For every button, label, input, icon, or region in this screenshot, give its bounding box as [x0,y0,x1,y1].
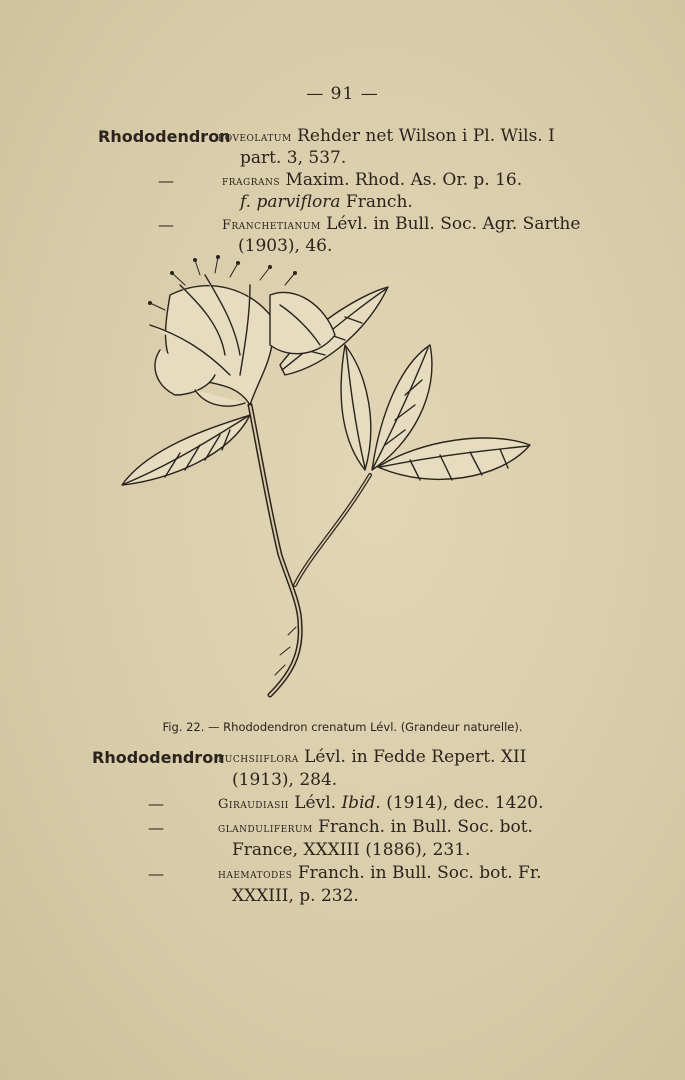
epithet: Franchetianum [222,218,321,233]
citation: Rehder net Wilson i Pl. Wils. I [297,126,555,146]
author: Lévl. [294,793,337,813]
citation-continuation: XXXIII, p. 232. [232,886,359,906]
genus-name: Rhododendron [92,748,225,767]
ditto-dash: — [148,794,164,813]
flower-cluster [150,275,335,406]
ibid: Ibid. [341,793,381,813]
epithet: haematodes [218,867,293,882]
forma-name: f. parviflora [240,192,341,212]
citation: (1914), dec. 1420. [386,793,544,813]
ditto-dash: — [148,864,164,883]
entry-fuchsiiflora [218,747,526,769]
epithet: Giraudiasii [218,797,289,812]
ditto-dash: — [158,215,174,234]
ditto-dash: — [158,171,174,190]
entry-glanduliferum [218,817,533,839]
ditto-dash: — [148,818,164,837]
citation: Franch. in Bull. Soc. bot. Fr. [297,863,542,883]
rhododendron-illustration [110,255,550,715]
figure-caption: Fig. 22. — Rhododendron crenatum Lévl. (Grandeur naturelle). [162,720,523,734]
citation: Franch. in Bull. Soc. bot. [318,817,533,837]
entry-haematodes [218,863,542,885]
entry-giraudiasii [218,793,543,815]
genus-name: Rhododendron [98,127,231,146]
entry-foveolatum [218,126,555,148]
entry-franchetianum [222,214,580,236]
citation-continuation: part. 3, 537. [240,148,347,168]
epithet: fuchsiiflora [218,751,299,766]
citation: Maxim. Rhod. As. Or. p. 16. [285,170,523,190]
forma-line [240,192,413,213]
citation: Lévl. in Bull. Soc. Agr. Sarthe [326,214,581,234]
citation-continuation: France, XXXIII (1886), 231. [232,840,471,860]
epithet: foveolatum [218,130,292,145]
citation-continuation: (1903), 46. [238,236,333,256]
citation: Lévl. in Fedde Repert. XII [304,747,527,767]
page-number: — 91 — [306,84,379,104]
epithet: glanduliferum [218,821,313,836]
forma-author: Franch. [345,192,413,212]
entry-fragrans [222,170,522,192]
citation-continuation: (1913), 284. [232,770,338,790]
epithet: fragrans [222,174,281,189]
